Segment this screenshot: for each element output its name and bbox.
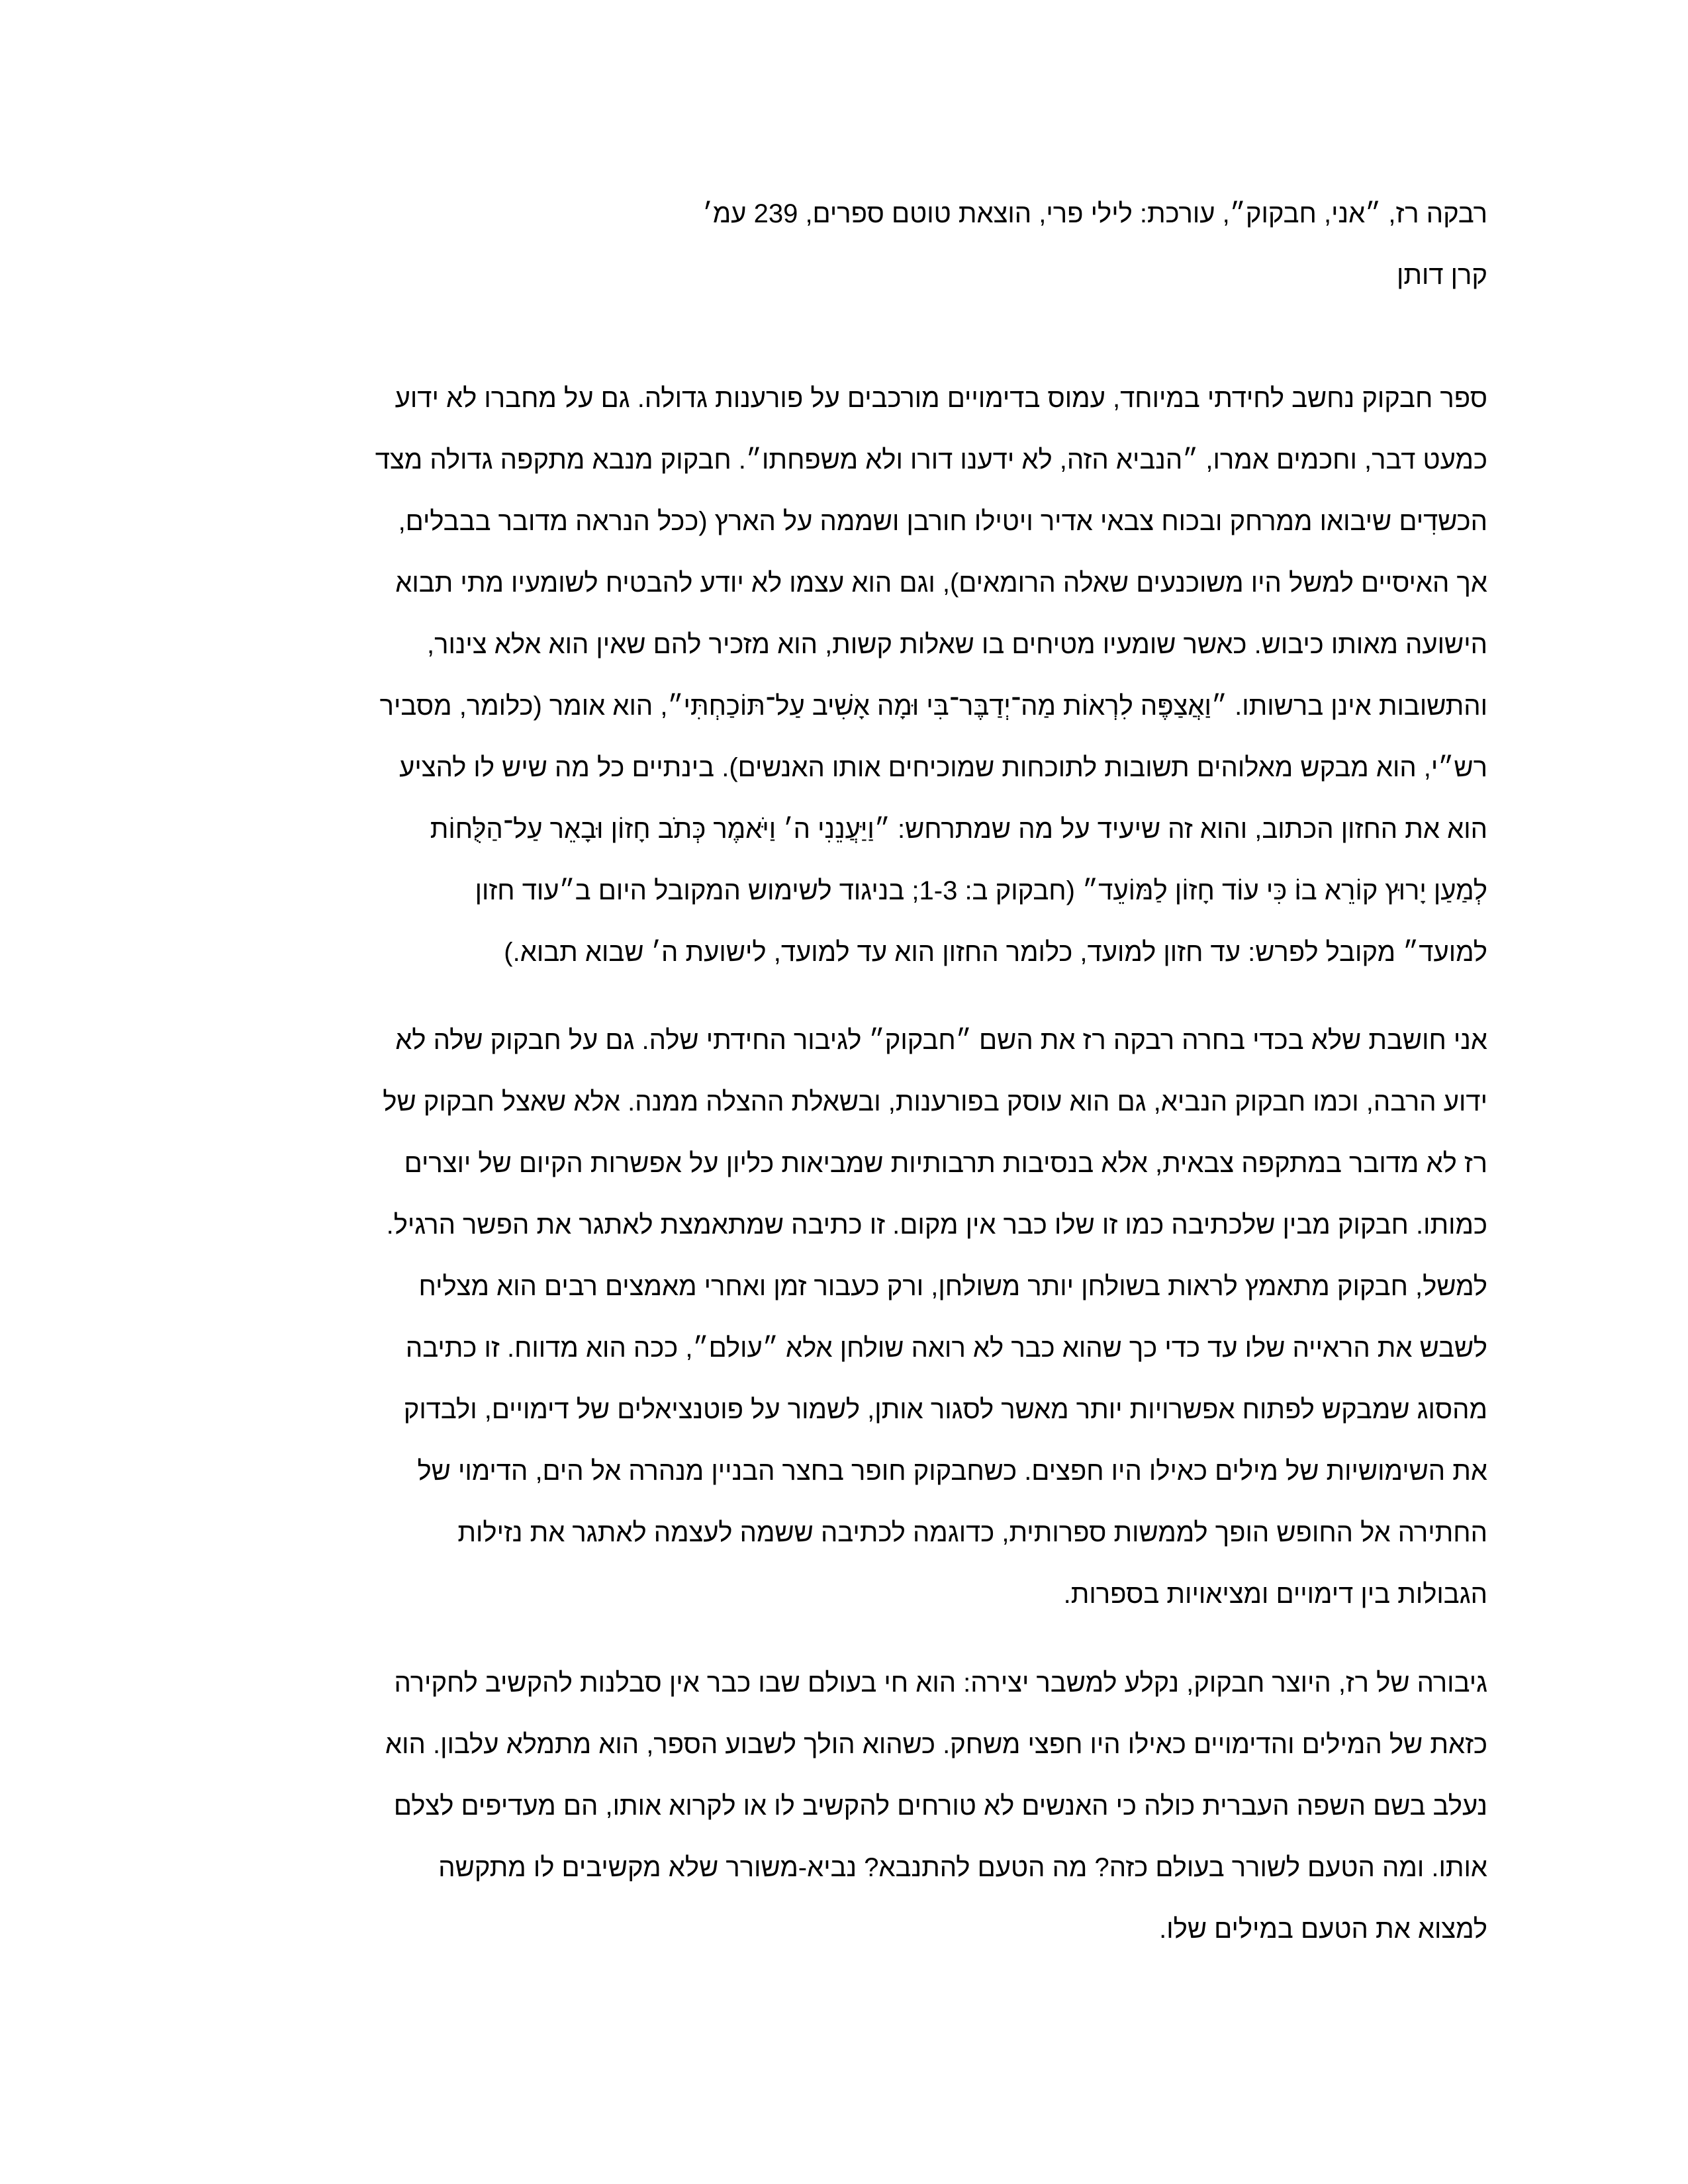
review-header bbox=[702, 183, 1487, 306]
paragraph-line: כזאת של המילים והדימויים כאילו היו חפצי משחק. כשהוא הולך לשבוע הספר, הוא מתמלא עלבון. הוא bbox=[385, 1730, 1487, 1759]
paragraph-line: מהסוג שמבקש לפתוח אפשרויות יותר מאשר לסגור אותן, לשמור על פוטנציאלים של דימויים, ולבדוק bbox=[403, 1395, 1487, 1424]
paragraph-line: הישועה מאותו כיבוש. כאשר שומעיו מטיחים בו שאלות קשות, הוא מזכיר להם שאין הוא אלא צינור, bbox=[426, 630, 1487, 659]
paragraph-line: אך האיסיים למשל היו משוכנעים שאלה הרומאים), וגם הוא עצמו לא יודע להבטיח לשומעיו מתי תבוא bbox=[395, 569, 1487, 598]
paragraph-line: אותו. ומה הטעם לשורר בעולם כזה? מה הטעם להתנבא? נביא-משורר שלא מקשיבים לו מתקשה bbox=[438, 1853, 1487, 1882]
paragraph-line: לשבש את הראייה שלו עד כדי כך שהוא כבר לא רואה שולחן אלא ״עולם״, ככה הוא מדווח. זו כתיבה bbox=[405, 1334, 1487, 1363]
paragraph-line: נעלב בשם השפה העברית כולה כי האנשים לא טורחים להקשיב לו או לקרוא אותו, הם מעדיפים לצלם bbox=[393, 1792, 1487, 1821]
paragraph-line: רז לא מדובר במתקפה צבאית, אלא בנסיבות תרבותיות שמביאות כליון על אפשרות הקיום של יוצרים bbox=[404, 1149, 1487, 1178]
paragraph-line: אני חושבת שלא בכדי בחרה רבקה רז את השם ״חבקוק״ לגיבור החידתי שלה. גם על חבקוק שלה לא bbox=[395, 1026, 1487, 1055]
paragraph-line: למצוא את הטעם במילים שלו. bbox=[1159, 1915, 1487, 1944]
paragraph-line: את השימושיות של מילים כאילו היו חפצים. כשחבקוק חופר בחצר הבניין מנהרה אל הים, הדימוי של bbox=[417, 1457, 1487, 1486]
paragraph-line: והתשובות אינן ברשותו. ״וַאֲצַפֶּה לִרְאוֹת מַה־יְדַבֶּר־בִּי וּמָה אָשִׁיב עַל־תּוֹכַחְתִּי״, הוא אומר (כלומר, מסביר bbox=[379, 692, 1487, 721]
paragraph-line: גיבורה של רז, היוצר חבקוק, נקלע למשבר יצירה: הוא חי בעולם שבו כבר אין סבלנות להקשיב לחקירה bbox=[394, 1668, 1487, 1698]
paragraph-line: כמעט דבר, וחכמים אמרו, ״הנביא הזה, לא ידענו דורו ולא משפחתו״. חבקוק מנבא מתקפה גדולה מצד bbox=[375, 445, 1487, 475]
paragraph-line: למועד״ מקובל לפרש: עד חזון למועד, כלומר החזון הוא עד למועד, לישועת ה׳ שבוא תבוא.) bbox=[504, 938, 1487, 967]
paragraph-2 bbox=[383, 1010, 1487, 1625]
paragraph-line: הכשדִים שיבואו ממרחק ובכוח צבאי אדיר ויטילו חורבן ושממה על הארץ (ככל הנראה מדובר בבבלים, bbox=[398, 507, 1487, 536]
paragraph-line: למשל, חבקוק מתאמץ לראות בשולחן יותר משולחן, ורק כעבור זמן ואחרי מאמצים רבים הוא מצליח bbox=[418, 1272, 1487, 1301]
book-citation: רבקה רז, ״אני, חבקוק״, עורכת: לילי פרי, הוצאת טוטם ספרים, 239 עמ׳ bbox=[702, 199, 1487, 228]
paragraph-line: ידוע הרבה, וכמו חבקוק הנביא, גם הוא עוסק בפורענות, ובשאלת ההצלה ממנה. אלא שאצל חבקוק של bbox=[383, 1087, 1487, 1116]
paragraph-line: כמותו. חבקוק מבין שלכתיבה כמו זו שלו כבר אין מקום. זו כתיבה שמתאמצת לאתגר את הפשר הרגיל. bbox=[386, 1210, 1487, 1240]
paragraph-line: החתירה אל החופש הופך לממשות ספרותית, כדוגמה לכתיבה ששמה לעצמה לאתגר את נזילות bbox=[457, 1518, 1487, 1547]
paragraph-line: הוא את החזון הכתוב, והוא זה שיעיד על מה שמתרחש: ״וַיַּעֲנֵנִי ה׳ וַיֹּאמֶר כְּתֹב חָזוֹן וּבָאֵר עַל־הַלֻּחוֹת bbox=[430, 815, 1487, 844]
paragraph-line: ספר חבקוק נחשב לחידתי במיוחד, עמוס בדימויים מורכבים על פורענות גדולה. גם על מחברו לא ידוע bbox=[395, 384, 1487, 413]
paragraph-line: הגבולות בין דימויים ומציאויות בספרות. bbox=[1063, 1580, 1487, 1609]
review-author: קרן דותן bbox=[1396, 261, 1487, 290]
paragraph-line: רש״י, הוא מבקש מאלוהים תשובות לתוכחות שמוכיחים אותו האנשים). בינתיים כל מה שיש לו להציע bbox=[399, 753, 1487, 782]
paragraph-3 bbox=[385, 1653, 1487, 1960]
paragraph-1 bbox=[375, 368, 1487, 983]
paragraph-line: לְמַעַן יָרוּץ קוֹרֵא בוֹ׃ כִּי עוֹד חָזוֹן לַמּוֹעֵד״ (חבקוק ב: 1-3; בניגוד לשימוש המקובל היום ב״עוד חזון bbox=[475, 876, 1487, 905]
